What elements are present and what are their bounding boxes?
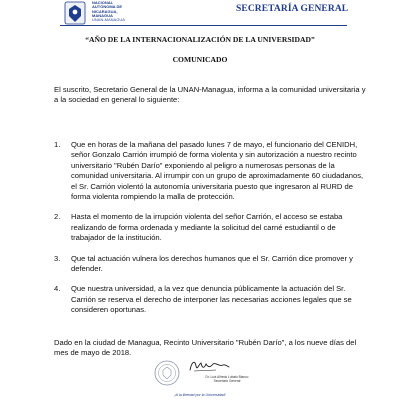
list-item bbox=[54, 254, 366, 275]
institution-name bbox=[92, 1, 182, 22]
header-divider bbox=[60, 25, 347, 26]
point-text: Que nuestra universidad, a la vez que denuncia públicamente la actuación del Sr. Carrión se reserva el derecho de interponer las necesarias acciones legales que se consideren oportunas. bbox=[71, 284, 352, 315]
list-item bbox=[54, 140, 366, 202]
signer-name: Dr. Luis Alfredo Lobato Blanco bbox=[205, 375, 249, 379]
institution-line: MANAGUA bbox=[92, 12, 113, 18]
official-stamp-icon bbox=[154, 360, 180, 386]
footer-slogan: ¡A la libertad por la Universidad! bbox=[174, 393, 226, 397]
institution-line: NACIONAL bbox=[92, 0, 114, 5]
list-item bbox=[54, 212, 366, 243]
signature-block bbox=[150, 358, 270, 392]
document-label: COMUNICADO bbox=[172, 55, 228, 64]
signer-role: Secretario General bbox=[213, 379, 241, 383]
institution-line: AUTÓNOMA DE bbox=[92, 4, 123, 10]
year-slogan: “AÑO DE LA INTERNACIONALIZACIÓN DE LA UNIVERSIDAD” bbox=[85, 35, 315, 44]
handwritten-signature-icon bbox=[186, 358, 232, 374]
university-seal-icon bbox=[62, 1, 88, 25]
intro-paragraph: El suscrito, Secretario General de la UNAN-Managua, informa a la comunidad universitaria y a la sociedad en general lo siguiente: bbox=[54, 85, 366, 105]
point-text: Que en horas de la mañana del pasado lunes 7 de mayo, el funcionario del CENIDH, señor Gonzalo Carrión irrumpió de forma violenta y sin autorización a nuestro recinto universitario "Rubén Darío" exponiendo al peligro a numerosas personas de la comunidad universitaria. Al irrumpir con un grupo de aproximadamente 60 ciudadanos, el Sr. Carrión violentó la autonomía universitaria puesto que ingresaron al RURD de forma violenta rompiendo la malla de protección. bbox=[71, 140, 364, 202]
point-number: 3. bbox=[54, 253, 61, 263]
points-list bbox=[54, 140, 366, 326]
point-number: 4. bbox=[54, 284, 61, 294]
point-number: 2. bbox=[54, 212, 61, 222]
institution-acronym: UNAN-MANAGUA bbox=[92, 17, 125, 23]
closing-paragraph: Dado en la ciudad de Managua, Recinto Universitario "Rubén Darío", a los nueve días del mes de mayo de 2018. bbox=[54, 338, 357, 358]
point-number: 1. bbox=[54, 140, 61, 149]
point-text: Hasta el momento de la irrupción violenta del señor Carrión, el acceso se estaba realizando de forma ordenada y mediante la solicitud del carné estudiantil o de trabajador de la institución. bbox=[71, 212, 343, 243]
letterhead bbox=[0, 0, 400, 26]
point-text: Que tal actuación vulnera los derechos humanos que el Sr. Carrión dice promover y defender. bbox=[71, 253, 353, 274]
department-title: SECRETARÍA GENERAL bbox=[236, 4, 349, 14]
list-item bbox=[54, 284, 366, 315]
institution-line: NICARAGUA, bbox=[92, 8, 118, 14]
